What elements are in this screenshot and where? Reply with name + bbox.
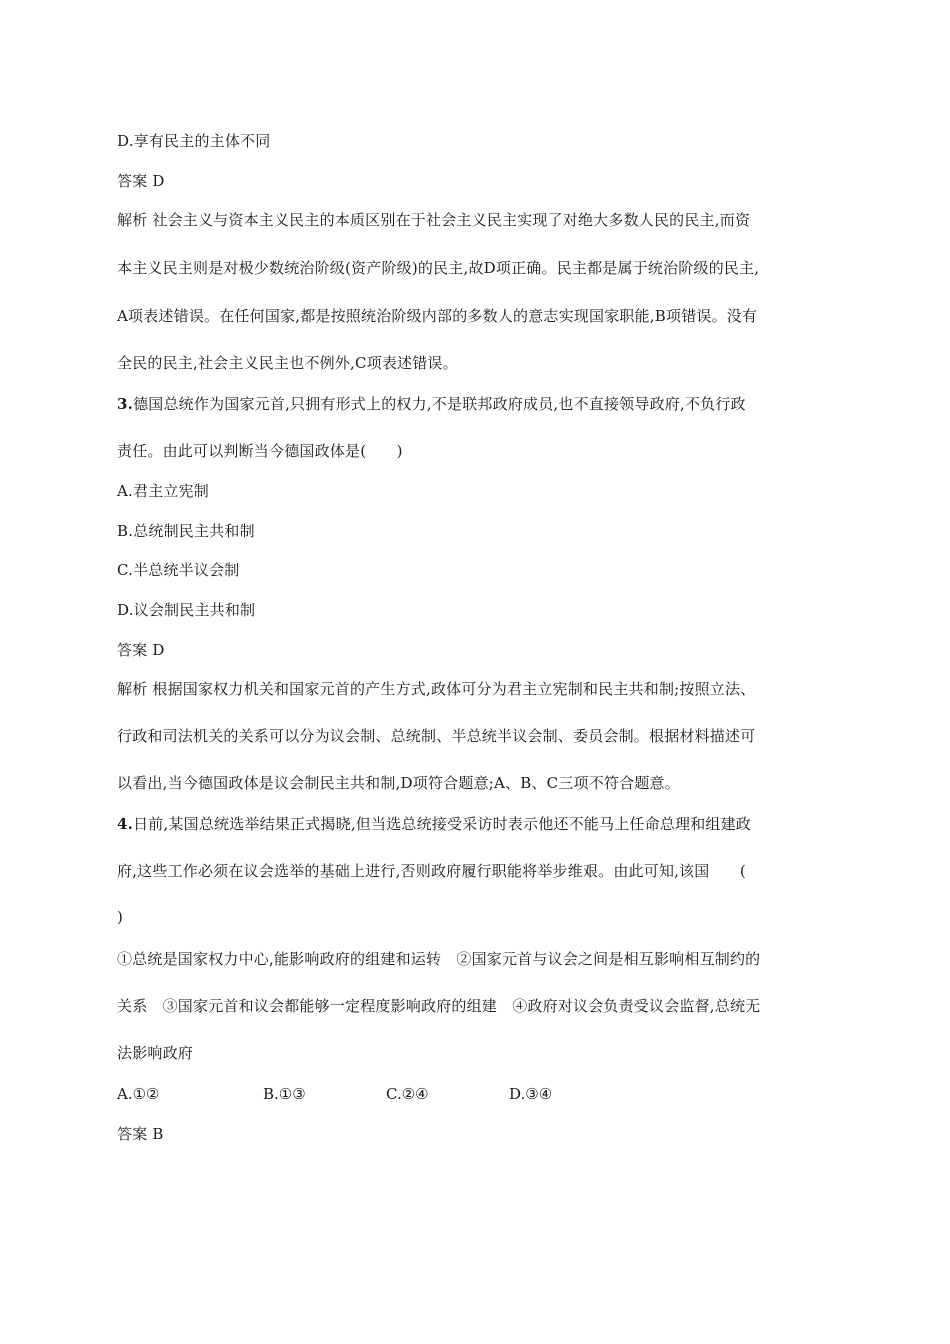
q2-option-d: D.享有民主的主体不同 xyxy=(117,132,271,150)
q3-number: 3. xyxy=(117,395,134,413)
q3-option-a: A.君主立宪制 xyxy=(117,482,210,500)
q3-option-d: D.议会制民主共和制 xyxy=(117,601,256,619)
q4-option-b: B.①③ xyxy=(263,1085,306,1103)
q3-stem-text: 德国总统作为国家元首,只拥有形式上的权力,不是联邦政府成员,也不直接领导政府,不负行政 xyxy=(133,395,746,413)
q2-analysis-line: A项表述错误。在任何国家,都是按照统治阶级内部的多数人的意志实现国家职能,B项错误。没有 xyxy=(117,307,758,325)
q4-option-c: C.②④ xyxy=(386,1085,429,1103)
q4-answer: 答案 B xyxy=(117,1125,164,1143)
q2-analysis-line: 本主义民主则是对极少数统治阶级(资产阶级)的民主,故D项正确。民主都是属于统治阶级的民主, xyxy=(117,259,760,277)
q4-option-a: A.①② xyxy=(117,1085,160,1103)
q4-stem-line: ) xyxy=(117,908,124,926)
q3-option-b: B.总统制民主共和制 xyxy=(117,522,255,540)
q4-stem-line: 府,这些工作必须在议会选举的基础上进行,否则政府履行职能将举步维艰。由此可知,该国 ( xyxy=(117,862,746,880)
q4-number: 4. xyxy=(117,815,134,833)
q3-analysis-line: 解析 根据国家权力机关和国家元首的产生方式,政体可分为君主立宪制和民主共和制;按照立法、 xyxy=(117,680,756,698)
q2-answer: 答案 D xyxy=(117,172,165,190)
q3-answer: 答案 D xyxy=(117,641,165,659)
q4-stem-line xyxy=(117,814,751,834)
q4-option-d: D.③④ xyxy=(509,1085,553,1103)
q3-analysis-line: 行政和司法机关的关系可以分为议会制、总统制、半总统半议会制、委员会制。根据材料描述可 xyxy=(117,727,756,745)
q4-statement-line: ①总统是国家权力中心,能影响政府的组建和运转 ②国家元首与议会之间是相互影响相互制约的 xyxy=(117,950,761,968)
q4-statement-line: 法影响政府 xyxy=(117,1044,194,1062)
q4-statement-line: 关系 ③国家元首和议会都能够一定程度影响政府的组建 ④政府对议会负责受议会监督,总统无 xyxy=(117,997,761,1015)
q3-stem-line: 责任。由此可以判断当今德国政体是( ) xyxy=(117,442,403,460)
q3-analysis-line: 以看出,当今德国政体是议会制民主共和制,D项符合题意;A、B、C三项不符合题意。 xyxy=(117,774,680,792)
q2-analysis-line: 解析 社会主义与资本主义民主的本质区别在于社会主义民主实现了对绝大多数人民的民主,而资 xyxy=(117,211,751,229)
q2-analysis-line: 全民的民主,社会主义民主也不例外,C项表述错误。 xyxy=(117,354,458,372)
q3-stem-line xyxy=(117,394,746,414)
q4-stem-text: 日前,某国总统选举结果正式揭晓,但当选总统接受采访时表示他还不能马上任命总理和组建政 xyxy=(133,815,752,833)
q3-option-c: C.半总统半议会制 xyxy=(117,561,240,579)
